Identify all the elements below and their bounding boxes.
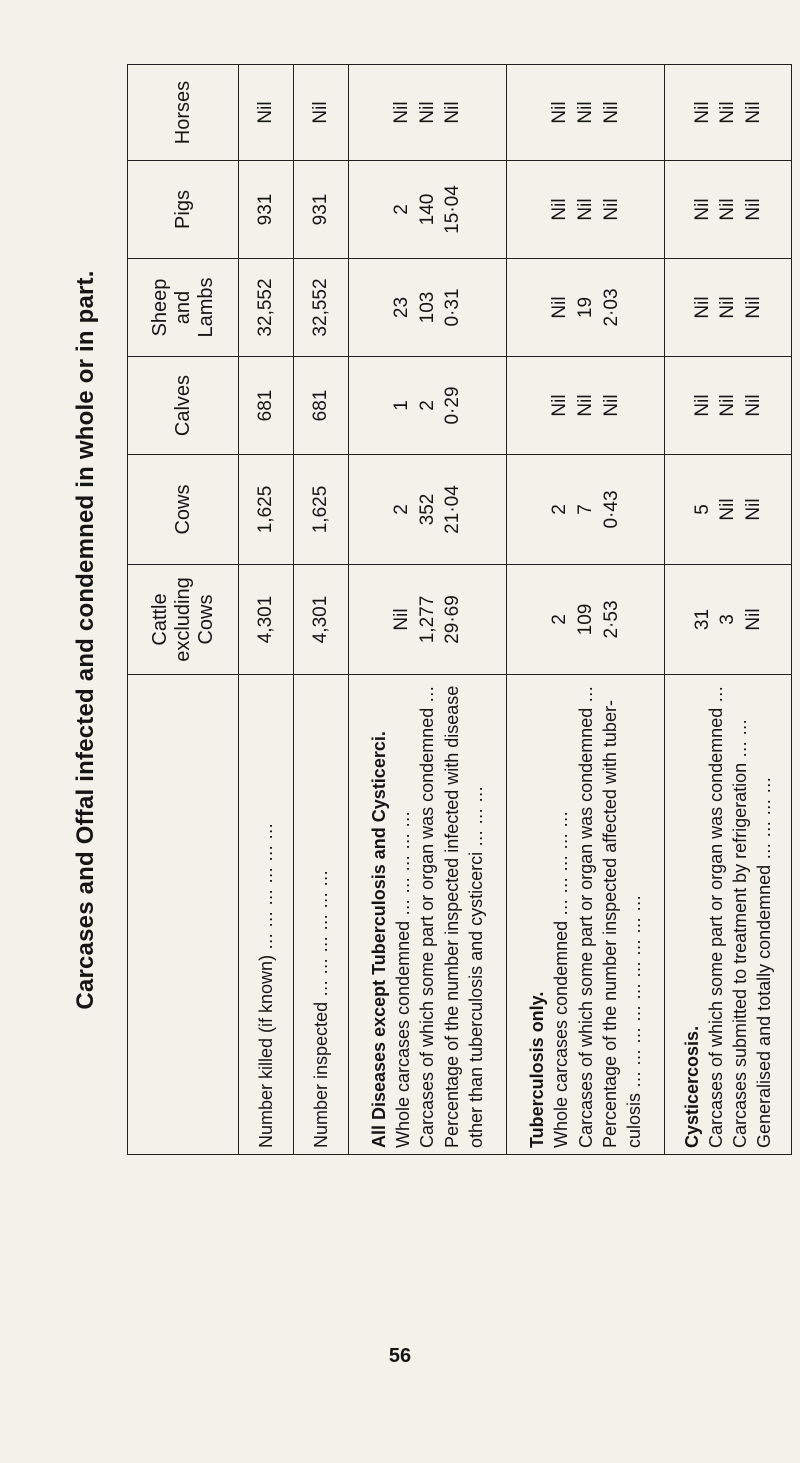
row-label-line	[752, 681, 776, 1148]
value-cell	[507, 565, 665, 675]
row-label-line	[680, 681, 704, 1148]
cell-value: 2	[390, 204, 412, 215]
cell-value: Nil	[742, 101, 764, 124]
cell-value: Nil	[717, 498, 739, 521]
row-label-line	[549, 681, 573, 1148]
cell-value: Nil	[549, 296, 571, 319]
row-label-text: Whole carcases condemned	[392, 920, 413, 1148]
value-cell	[239, 161, 294, 259]
column-header-line: Horses	[171, 80, 194, 145]
column-header	[128, 455, 239, 565]
row-label-line	[391, 681, 415, 1148]
row-label-text: Carcases of which some part or organ was condemned	[575, 707, 596, 1148]
value-cell	[665, 161, 792, 259]
cell-value: Nil	[309, 101, 331, 124]
row-label-text: Number killed (if known)	[255, 954, 276, 1148]
value-cell	[348, 161, 506, 259]
row-label-text: Whole carcases condemned	[551, 920, 572, 1148]
row-label	[293, 675, 348, 1155]
column-header-line: Pigs	[171, 190, 194, 229]
cell-value: Nil	[691, 198, 713, 221]
value-cell	[507, 161, 665, 259]
cell-value: 109	[574, 603, 596, 636]
cell-value: 103	[416, 291, 438, 324]
condemnation-table	[127, 64, 792, 1155]
cell-value: 31	[691, 608, 713, 631]
cell-value: 5	[691, 504, 713, 515]
row-label-text: Generalised and totally condemned	[754, 864, 775, 1148]
row-label-line	[728, 681, 752, 1148]
cell-value: Nil	[549, 394, 571, 417]
cell-value: Nil	[600, 394, 622, 417]
cell-value: 2	[390, 504, 412, 515]
row-label-leader-dots: ... ... ... ... ... ...	[255, 822, 276, 955]
cell-value: Nil	[549, 198, 571, 221]
value-cell	[665, 455, 792, 565]
row-label-line	[367, 681, 391, 1148]
cell-value: 21·04	[442, 485, 464, 534]
cell-value: 1,625	[255, 485, 277, 534]
value-cell	[665, 565, 792, 675]
row-label-text: Cysticercosis.	[681, 1025, 702, 1148]
row-label-leader-dots: ... ... ... ... ... ...	[310, 869, 331, 1002]
cell-value: Nil	[742, 394, 764, 417]
cell-value: 681	[309, 389, 331, 422]
cell-value: 32,552	[309, 278, 331, 337]
row-label-leader-dots: ...	[417, 685, 438, 708]
cell-value: Nil	[255, 101, 277, 124]
row-label-text: Carcases of which some part or organ was condemned	[417, 707, 438, 1148]
column-header	[128, 357, 239, 455]
row-label-leader-dots: ... ... ... ... ... ... ... ... ...	[624, 894, 645, 1093]
cell-value: Nil	[742, 296, 764, 319]
cell-value: Nil	[549, 101, 571, 124]
row-label-text: Carcases submitted to treatment by refrigeration	[730, 762, 751, 1148]
corner-cell	[128, 675, 239, 1155]
row-label	[665, 675, 792, 1155]
value-cell	[348, 455, 506, 565]
cell-value: 1,625	[309, 485, 331, 534]
cell-value: 3	[717, 614, 739, 625]
cell-value: Nil	[442, 101, 464, 124]
cell-value: Nil	[717, 101, 739, 124]
cell-value: Nil	[574, 101, 596, 124]
value-cell	[239, 259, 294, 357]
row-label-text: other than tuberculosis and cysticerci	[465, 851, 486, 1148]
column-header-line: excluding	[171, 577, 194, 662]
value-cell	[293, 259, 348, 357]
page-title: Carcases and Offal infected and condemned in whole or in part.	[72, 270, 99, 1010]
column-header-line: Calves	[171, 374, 194, 437]
page-number: 56	[388, 1345, 412, 1367]
row-label	[239, 675, 294, 1155]
value-cell	[348, 565, 506, 675]
value-cell	[293, 455, 348, 565]
column-header-line: Sheep	[148, 278, 171, 337]
cell-value: Nil	[691, 394, 713, 417]
cell-value: Nil	[574, 394, 596, 417]
value-cell	[665, 259, 792, 357]
cell-value: Nil	[742, 198, 764, 221]
cell-value: 931	[255, 193, 277, 226]
row-label-leader-dots: ... ...	[730, 718, 751, 763]
cell-value: 681	[255, 389, 277, 422]
row-label-line	[622, 681, 646, 1148]
cell-value: 2	[416, 400, 438, 411]
cell-value: 15·04	[442, 185, 464, 234]
row-label-text: Percentage of the number inspected infected with disease	[441, 685, 462, 1148]
table-row	[507, 65, 665, 1155]
cell-value: Nil	[390, 608, 412, 631]
row-label-line	[309, 681, 333, 1148]
row-label-leader-dots: ...	[575, 685, 596, 708]
row-label-line	[464, 681, 488, 1148]
value-cell	[239, 455, 294, 565]
value-cell	[348, 65, 506, 161]
cell-value: 19	[574, 296, 596, 319]
column-header-line: Cows	[171, 484, 194, 535]
row-label	[507, 675, 665, 1155]
cell-value: 140	[416, 193, 438, 226]
row-label-text: culosis	[624, 1092, 645, 1148]
cell-value: Nil	[691, 101, 713, 124]
cell-value: Nil	[691, 296, 713, 319]
cell-value: Nil	[416, 101, 438, 124]
row-label-line	[415, 681, 439, 1148]
cell-value: 4,301	[309, 595, 331, 644]
cell-value: 2	[549, 614, 571, 625]
column-header	[128, 161, 239, 259]
value-cell	[239, 357, 294, 455]
cell-value: 29·69	[442, 595, 464, 644]
row-label-line	[254, 681, 278, 1148]
value-cell	[293, 357, 348, 455]
value-cell	[665, 65, 792, 161]
cell-value: Nil	[717, 394, 739, 417]
row-label-text: All Diseases except Tuberculosis and Cysticerci.	[368, 731, 389, 1148]
cell-value: 0·29	[442, 386, 464, 425]
value-cell	[507, 357, 665, 455]
cell-value: Nil	[574, 198, 596, 221]
cell-value: Nil	[600, 101, 622, 124]
cell-value: Nil	[390, 101, 412, 124]
row-label-line	[525, 681, 549, 1148]
value-cell	[293, 565, 348, 675]
cell-value: 2·03	[600, 288, 622, 327]
table-row	[293, 65, 348, 1155]
cell-value: Nil	[742, 608, 764, 631]
value-cell	[348, 357, 506, 455]
row-label-text: Percentage of the number inspected affected with tuber-	[599, 700, 620, 1148]
cell-value: 32,552	[255, 278, 277, 337]
cell-value: 2·53	[600, 600, 622, 639]
cell-value: Nil	[742, 498, 764, 521]
header-row	[128, 65, 239, 1155]
rotated-table-container	[127, 65, 792, 1155]
row-label-leader-dots: ... ... ...	[465, 785, 486, 852]
value-cell	[665, 357, 792, 455]
cell-value: 4,301	[255, 595, 277, 644]
column-header	[128, 565, 239, 675]
table-row	[665, 65, 792, 1155]
column-header-line: Cattle	[148, 593, 171, 646]
row-label-text: Number inspected	[310, 1001, 331, 1148]
row-label-line	[598, 681, 622, 1148]
value-cell	[507, 455, 665, 565]
value-cell	[293, 65, 348, 161]
cell-value: Nil	[717, 296, 739, 319]
row-label-line	[574, 681, 598, 1148]
value-cell	[239, 565, 294, 675]
value-cell	[293, 161, 348, 259]
cell-value: Nil	[717, 198, 739, 221]
cell-value: Nil	[600, 198, 622, 221]
table-row	[348, 65, 506, 1155]
cell-value: 1	[390, 400, 412, 411]
cell-value: 352	[416, 493, 438, 526]
row-label-leader-dots: ... ... ... ... ...	[551, 810, 572, 921]
value-cell	[239, 65, 294, 161]
row-label-text: Tuberculosis only.	[526, 991, 547, 1148]
cell-value: 931	[309, 193, 331, 226]
row-label-text: Carcases of which some part or organ was condemned	[705, 707, 726, 1148]
cell-value: 2	[549, 504, 571, 515]
value-cell	[507, 259, 665, 357]
row-label-line	[704, 681, 728, 1148]
value-cell	[348, 259, 506, 357]
column-header-line: Cows	[194, 594, 217, 645]
cell-value: 1,277	[416, 595, 438, 644]
column-header-line: Lambs	[194, 277, 217, 338]
table-row	[239, 65, 294, 1155]
row-label-line	[440, 681, 464, 1148]
cell-value: 7	[574, 504, 596, 515]
row-label-leader-dots: ... ... ... ...	[754, 776, 775, 865]
value-cell	[507, 65, 665, 161]
row-label-leader-dots: ... ... ... ... ...	[392, 810, 413, 921]
column-header	[128, 65, 239, 161]
cell-value: 0·43	[600, 490, 622, 529]
column-header	[128, 259, 239, 357]
cell-value: 23	[390, 296, 412, 319]
row-label-leader-dots: ...	[705, 685, 726, 708]
cell-value: 0·31	[442, 288, 464, 327]
column-header-line: and	[171, 290, 194, 325]
row-label	[348, 675, 506, 1155]
